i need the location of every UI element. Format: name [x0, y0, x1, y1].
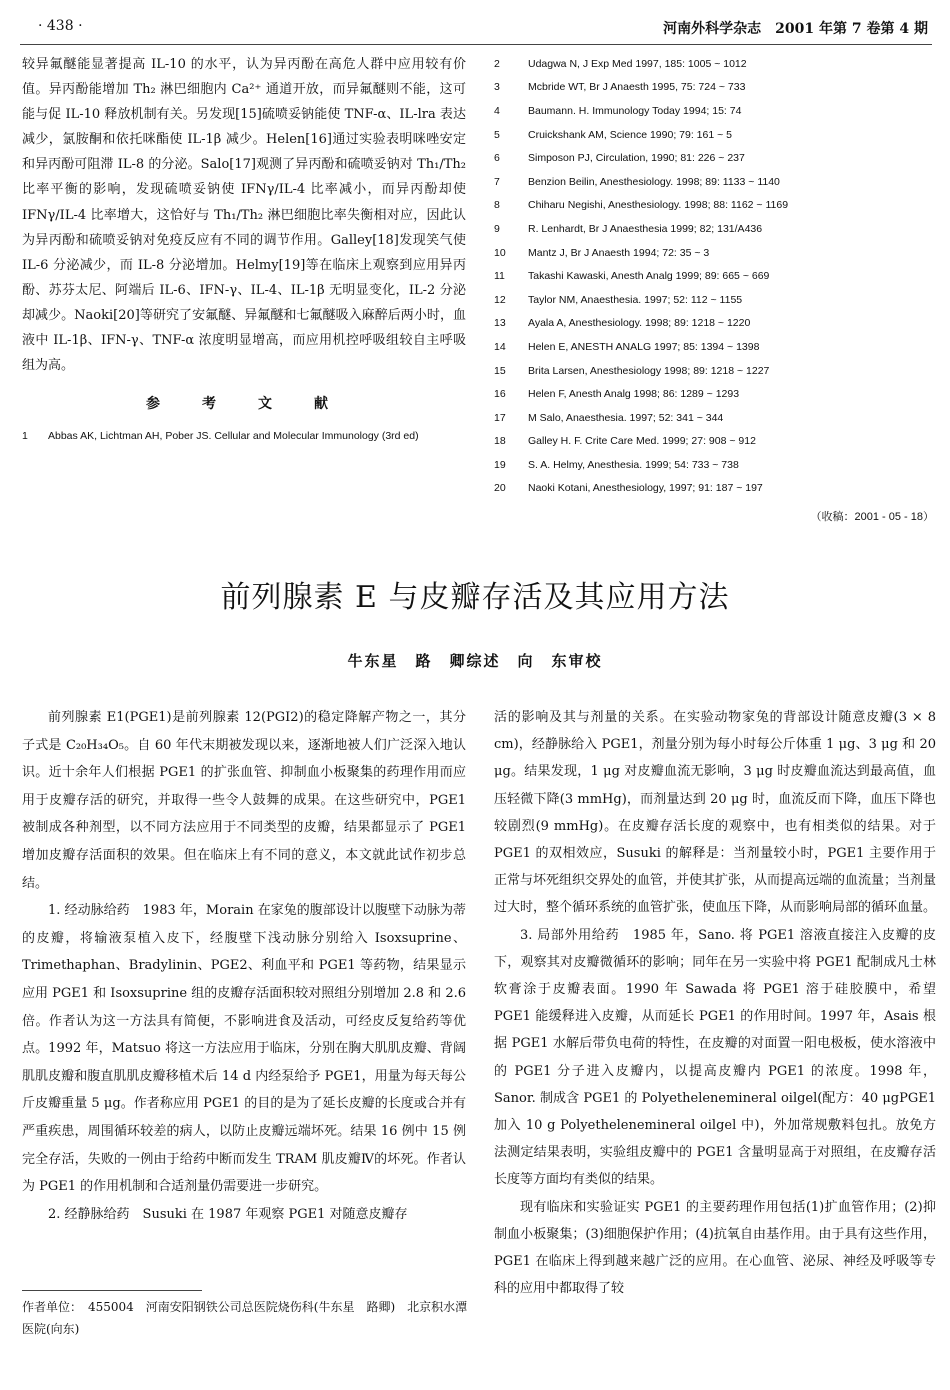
reference-text: Taylor NM, Anaesthesia. 1997; 52: 112 ~ 1155	[528, 293, 743, 306]
reference-item	[494, 430, 934, 454]
received-date: （收稿：2001 - 05 - 18）	[810, 511, 934, 524]
reference-item	[494, 76, 934, 100]
reference-text: Galley H. F. Crite Care Med. 1999; 27: 908 ~ 912	[528, 435, 756, 448]
article-right-column	[494, 704, 936, 1302]
reference-text: S. A. Helmy, Anesthesia. 1999; 54: 733 ~ 738	[528, 458, 739, 471]
reference-item	[494, 335, 934, 359]
reference-number: 19	[494, 458, 506, 471]
reference-text: Simposon PJ, Circulation, 1990; 81: 226 ~ 237	[528, 152, 745, 165]
article-paragraph: 活的影响及其与剂量的关系。在实验动物家兔的背部设计随意皮瓣(3 × 8 cm)，经静脉给入 PGE1，剂量分别为每小时每公斤体重 1 μg、3 μg 和 20 μg。结果发现，1 μg 对皮瓣血流无影响，3 μg 时皮瓣血流达到最高值，血压轻微下降(3 mmHg)，而剂量达到 20 μg 时，血流反而下降，血压下降也较剧烈(9 mmHg)。在皮瓣存活长度的观察中，也有相类似的结果。对于 PGE1 的双相效应，Susuki 的解释是：当剂量较小时，PGE1 主要作用于正常与坏死组织交界处的血管，并使其扩张，从而提高远端的血流量；当剂量过大时，整个循环系统的血管扩张，使血压下降，从而影响局部的循环血量。	[494, 710, 936, 916]
reference-text: Takashi Kawaski, Anesth Analg 1999; 89: 665 ~ 669	[528, 270, 770, 283]
reference-number: 2	[494, 57, 500, 70]
reference-text: Naoki Kotani, Anesthesiology, 1997; 91: 187 ~ 197	[528, 482, 763, 495]
references-title: 参 考 文 献	[146, 396, 342, 413]
page-header	[0, 18, 950, 42]
reference-number: 4	[494, 104, 500, 117]
header-rule	[20, 44, 932, 45]
page-number: · 438 ·	[38, 18, 83, 34]
article-paragraph: 现有临床和实验证实 PGE1 的主要药理作用包括(1)扩血管作用；(2)抑制血小板聚集；(3)细胞保护作用；(4)抗氧自由基作用。由于具有这些作用，PGE1 在临床上得到越来越广泛的应用。在心血管、泌尿、神经及呼吸等专科的应用中都取得了较	[494, 1199, 936, 1297]
article-paragraph: 2. 经静脉给药 Susuki 在 1987 年观察 PGE1 对随意皮瓣存	[48, 1206, 408, 1222]
reference-text: R. Lenhardt, Br J Anaesthesia 1999; 82; 131/A436	[528, 222, 763, 235]
reference-number: 9	[494, 222, 500, 235]
reference-number: 10	[494, 246, 506, 259]
reference-text: Cruickshank AM, Science 1990; 79: 161 ~ 5	[528, 128, 732, 141]
reference-text: Brita Larsen, Anesthesiology 1998; 89: 1218 ~ 1227	[528, 364, 770, 377]
reference-text: Mantz J, Br J Anaesth 1994; 72: 35 ~ 3	[528, 246, 710, 259]
reference-number: 20	[494, 482, 506, 495]
journal-name: 河南外科学杂志 2001 年第 7 卷第 4 期	[663, 21, 928, 37]
references-right-column	[494, 52, 934, 524]
reference-number: 11	[494, 270, 505, 283]
reference-text: Abbas AK, Lichtman AH, Pober JS. Cellular and Molecular Immunology (3rd ed)	[48, 430, 419, 443]
reference-item	[494, 99, 934, 123]
article-paragraph: 1. 经动脉给药 1983 年，Morain 在家兔的腹部设计以腹壁下动脉为蒂的皮瓣，将输液泵植入皮下，经腹壁下浅动脉分别给入 Isoxsuprine、Trimethaphan、Bradylinin、PGE2、利血平和 PGE1 等药物，结果显示应用 PGE1 和 Isoxsuprine 组的皮瓣存活面积较对照组分别增加 2.8 和 2.6 倍。作者认为这一方法具有简便，不影响进食及活动，可经皮反复给药等优点。1992 年，Matsuo 将这一方法应用于临床，分别在胸大肌肌皮瓣、背阔肌肌皮瓣和腹直肌肌皮瓣移植术后 14 d 内经泵给予 PGE1，用量为每天每公斤皮瓣重量 5 μg。作者称应用 PGE1 的目的是为了延长皮瓣的长度或合并有严重疾患，周围循环较差的病人，以防止皮瓣远端坏死。结果 16 例中 15 例完全存活，失败的一例由于给药中断而发生 TRAM 肌皮瓣Ⅳ的坏死。作者认为 PGE1 的作用机制和合适剂量仍需要进一步研究。	[22, 903, 466, 1195]
reference-number: 13	[494, 317, 506, 330]
reference-text: Benzion Beilin, Anesthesiology. 1998; 89: 1133 ~ 1140	[528, 175, 780, 188]
reference-item	[494, 406, 934, 430]
reference-item	[494, 123, 934, 147]
article-paragraph: 前列腺素 E1(PGE1)是前列腺素 12(PGI2)的稳定降解产物之一，其分子式是 C₂₀H₃₄O₅。自 60 年代末期被发现以来，逐渐地被人们广泛深入地认识。近十余年人们根据 PGE1 的扩张血管、抑制血小板聚集的药理作用而应用于皮瓣存活的研究，并取得一些令人鼓舞的成果。在这些研究中，PGE1 被制成各种剂型，以不同方法应用于不同类型的皮瓣，结果都显示了 PGE1 增加皮瓣存活面积的效果。但在临床上有不同的意义，本文就此试作初步总结。	[22, 710, 466, 891]
reference-item	[494, 170, 934, 194]
reference-item	[494, 288, 934, 312]
reference-item	[22, 425, 466, 447]
prev-article-left-column	[22, 52, 466, 447]
reference-text: Udagwa N, J Exp Med 1997, 185: 1005 ~ 1012	[528, 57, 747, 70]
reference-item	[494, 217, 934, 241]
reference-item	[494, 453, 934, 477]
reference-item	[494, 146, 934, 170]
reference-item	[494, 52, 934, 76]
reference-item	[494, 264, 934, 288]
reference-item	[494, 477, 934, 501]
reference-item	[494, 382, 934, 406]
article-left-column	[22, 704, 466, 1228]
prev-article-text: 较异氟醚能显著提高 IL-10 的水平，认为异丙酚在高危人群中应用较有价值。异丙酚能增加 Th₂ 淋巴细胞内 Ca²⁺ 通道开放，而异氟醚则不能，这可能与促 IL-10 释放机制有关。另发现[15]硫喷妥钠能使 TNF-α、IL-lra 表达减少，氯胺酮和依托咪酯使 IL-1β 减少。Helen[16]通过实验表明咪唑安定和异丙酚可阻滞 IL-8 的分泌。Salo[17]观测了异丙酚和硫喷妥钠对 Th₁/Th₂ 比率平衡的影响，发现硫喷妥钠使 IFNγ/IL-4 比率减小，而异丙酚却使 IFNγ/IL-4 比率增大，这恰好与 Th₁/Th₂ 淋巴细胞比率失衡相对应，因此认为异丙酚和硫喷妥钠对免疫反应有不同的调节作用。Galley[18]发现笑气使 IL-6 分泌减少，而 IL-8 分泌增加。Helmy[19]等在临床上观察到应用异丙酚、苏芬太尼、阿端后 IL-6、IFN-γ、IL-4、IL-1β 无明显变化，IL-2 分泌却减少。Naoki[20]等研究了安氟醚、异氟醚和七氟醚吸入麻醉后两小时，血液中 IL-1β、IFN-γ、TNF-α 浓度明显增高，而应用机控呼吸组较自主呼吸组为高。	[22, 57, 466, 374]
reference-number: 6	[494, 152, 500, 165]
reference-text: Helen F, Anesth Analg 1998; 86: 1289 ~ 1293	[528, 388, 740, 401]
reference-number: 15	[494, 364, 506, 377]
author-affiliation-footnote: 作者单位： 455004 河南安阳钢铁公司总医院烧伤科(牛东星 路卿) 北京积水潭医院(向东)	[22, 1300, 468, 1336]
reference-number: 5	[494, 128, 500, 141]
reference-item	[494, 359, 934, 383]
reference-number: 7	[494, 175, 500, 188]
reference-number: 17	[494, 411, 506, 424]
reference-text: M Salo, Anaesthesia. 1997; 52: 341 ~ 344	[528, 411, 724, 424]
reference-text: Mcbride WT, Br J Anaesth 1995, 75: 724 ~ 733	[528, 81, 746, 94]
article-title: 前列腺素 E 与皮瓣存活及其应用方法	[220, 580, 730, 615]
reference-item	[494, 312, 934, 336]
reference-item	[494, 194, 934, 218]
reference-text: Chiharu Negishi, Anesthesiology. 1998; 88: 1162 ~ 1169	[528, 199, 789, 212]
reference-text: Helen E, ANESTH ANALG 1997; 85: 1394 ~ 1398	[528, 340, 760, 353]
reference-item	[494, 241, 934, 265]
footnote-rule	[22, 1290, 202, 1291]
article-authors: 牛东星 路 卿综述 向 东审校	[347, 652, 603, 670]
reference-number: 12	[494, 293, 506, 306]
reference-number: 16	[494, 388, 506, 401]
reference-number: 14	[494, 340, 506, 353]
article-paragraph: 3. 局部外用给药 1985 年，Sano. 将 PGE1 溶液直接注入皮瓣的皮下，观察其对皮瓣微循环的影响；同年在另一实验中将 PGE1 配制成凡士林软膏涂于皮瓣表面。1990 年 Sawada 将 PGE1 溶于硅胶膜中，希望 PGE1 能缓释进入皮瓣，从而延长 PGE1 的作用时间。1997 年，Asais 根据 PGE1 水解后带负电荷的特性，在皮瓣的对面置一阳电极板，使水溶液中的 PGE1 分子进入皮瓣内，以提高皮瓣内 PGE1 的浓度。1998 年，Sanor. 制成含 PGE1 的 Polyethelenemineral oilgel(配方：40 μgPGE1 加入 10 g Polyethelenemineral oilgel 中)，外加常规敷料包扎。放免方法测定结果表明，实验组皮瓣中的 PGE1 含量明显高于对照组，在皮瓣存活长度等方面均有类似的结果。	[494, 927, 936, 1188]
reference-number: 3	[494, 81, 500, 94]
reference-text: Ayala A, Anesthesiology. 1998; 89: 1218 ~ 1220	[528, 317, 751, 330]
reference-number: 1	[22, 430, 28, 443]
reference-text: Baumann. H. Immunology Today 1994; 15: 74	[528, 104, 742, 117]
reference-number: 18	[494, 435, 506, 448]
reference-number: 8	[494, 199, 500, 212]
